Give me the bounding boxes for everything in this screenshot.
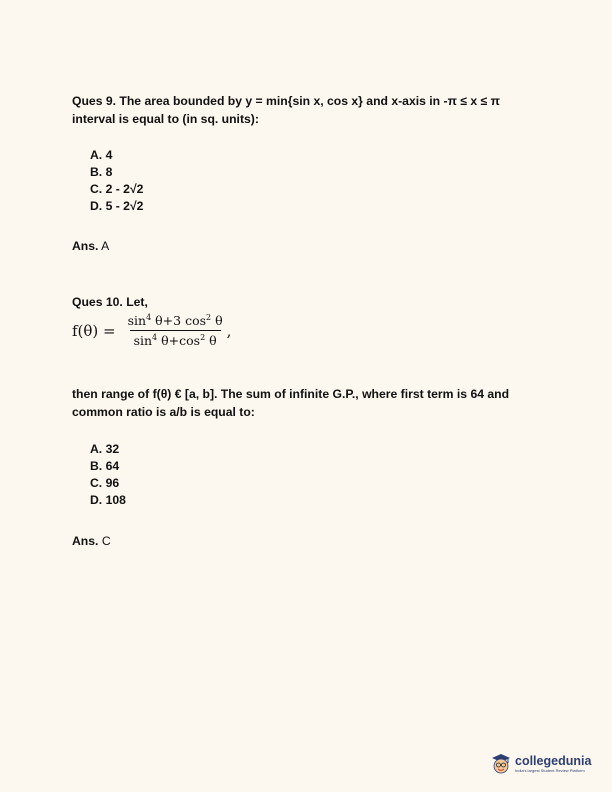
option-a: A. 32 — [90, 442, 120, 456]
answer-value: C — [101, 534, 111, 548]
option-b: B. 64 — [90, 459, 120, 473]
formula — [72, 313, 231, 348]
option-c: C. 2 - 2√2 — [90, 182, 144, 196]
option-a: A. 4 — [90, 148, 113, 162]
option-c: C. 96 — [90, 476, 120, 490]
question-9-title: Ques 9. — [72, 94, 117, 108]
question-10-title: Ques 10. Let, — [72, 295, 148, 309]
option-b: B. 8 — [90, 165, 113, 179]
answer-value: A — [101, 239, 110, 253]
answer-label: Ans. — [72, 534, 99, 548]
formula-fraction — [124, 313, 227, 348]
question-9-answer — [72, 239, 109, 253]
question-10-body: then range of f(θ) € [a, b]. The sum of infinite G.P., where first term is 64 and common ratio is a/b is equal to: — [72, 387, 510, 419]
question-9-text — [72, 92, 542, 128]
mascot-icon — [490, 752, 512, 776]
logo-tagline: India's largest Student Review Platform — [515, 767, 585, 773]
formula-comma: , — [226, 321, 232, 340]
answer-label: Ans. — [72, 239, 99, 253]
formula-numerator: $\sin^4 \theta+3$ $\cos^2 \theta$ — [127, 313, 223, 329]
option-d: D. 108 — [90, 493, 126, 507]
collegedunia-logo — [490, 752, 591, 776]
question-10-answer — [72, 534, 111, 548]
question-10-options — [90, 441, 126, 509]
logo-name: collegedunia — [515, 753, 592, 768]
formula-denominator: $\sin^4 \theta+\cos^2$ θ — [130, 330, 221, 348]
question-9-body: The area bounded by y = min{sin x, cos x} and x-axis in -π ≤ x ≤ π interval is equal to (in sq. units): — [72, 94, 500, 126]
question-9-options — [90, 147, 143, 215]
option-d: D. 5 - 2√2 — [90, 199, 144, 213]
formula-lhs: f(θ) = — [72, 321, 116, 340]
